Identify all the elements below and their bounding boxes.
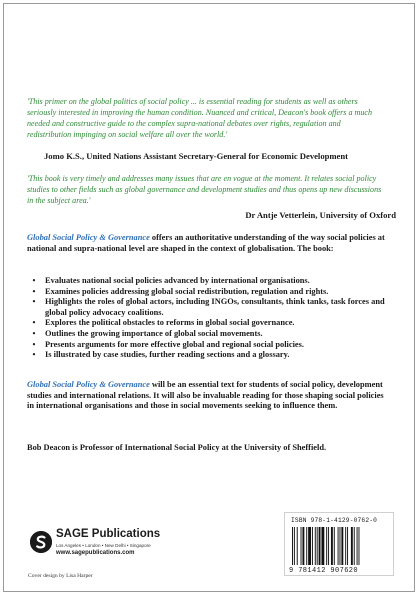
publisher-cities: Los Angeles • London • New Delhi • Singapore	[56, 543, 151, 548]
list-item: • Highlights the roles of global actors, including INGOs, consultants, think tanks, task forces and global policy advocacy coalitions.	[27, 297, 387, 318]
book-title-inline: Global Social Policy & Governance	[27, 233, 150, 242]
bullet-icon: •	[32, 318, 36, 328]
barcode-bar	[326, 527, 327, 565]
feature-list	[27, 276, 387, 361]
endorsement-attribution-1: Jomo K.S., United Nations Assistant Secretary-General for Economic Development	[44, 151, 349, 161]
bullet-icon: •	[32, 328, 36, 338]
endorsement-attribution-2: Dr Antje Vetterlein, University of Oxford	[245, 210, 396, 220]
barcode-bar	[334, 527, 335, 565]
bullet-icon: •	[32, 350, 36, 360]
barcode	[284, 512, 394, 576]
publisher-name: SAGE Publications	[56, 528, 161, 540]
list-item: • Evaluates national social policies advanced by international organisations.	[27, 276, 387, 287]
book-description-text: offers an authoritative understanding of the way social policies at national and supra-national level are shaped in the context of globalisation. The book:	[27, 233, 385, 253]
list-item: • Explores the political obstacles to reforms in global social governance.	[27, 318, 387, 329]
barcode-bars	[292, 527, 388, 567]
bullet-icon: •	[32, 339, 36, 349]
book-title-inline: Global Social Policy & Governance	[27, 380, 150, 389]
barcode-bar	[292, 527, 293, 565]
endorsement-quote-1: 'This primer on the global politics of social policy ... is essential reading for students as well as others seriously interested in improving the human condition. Nuanced and critical, Deacon's book offers a much needed and constructive guide to the complex supra-national debates over rights, regulation and redistribution impinging on social welfare all over the world.'	[27, 97, 373, 139]
bullet-icon: •	[32, 286, 36, 296]
list-item: • Outlines the growing importance of global social movements.	[27, 329, 387, 340]
barcode-bar	[302, 527, 304, 565]
barcode-bar	[338, 527, 339, 565]
barcode-bar	[341, 527, 343, 565]
list-item: • Examines policies addressing global social redistribution, regulation and rights.	[27, 287, 387, 298]
barcode-bar	[345, 527, 346, 565]
barcode-bar	[315, 527, 316, 565]
barcode-bar	[351, 527, 353, 565]
sage-logo-icon	[30, 531, 52, 553]
barcode-bar	[331, 527, 333, 565]
bullet-icon: •	[32, 276, 36, 285]
publisher-url: www.sagepublications.com	[56, 550, 135, 556]
barcode-bar	[354, 527, 355, 565]
audience-paragraph-text: will be an essential text for students of social policy, development studies and international relations. It will also be invaluable reading for those shaping social policies in international organisations and those in social movements seeking to influence them.	[27, 380, 384, 411]
publisher-block	[30, 527, 190, 567]
barcode-bar	[294, 527, 295, 565]
barcode-bar	[312, 527, 313, 565]
barcode-bar	[321, 527, 324, 565]
barcode-bar	[357, 527, 358, 565]
barcode-bar	[347, 527, 348, 565]
barcode-bar	[301, 527, 302, 565]
cover-design-credit: Cover design by Lisa Harper	[28, 573, 93, 579]
barcode-digits: 9 781412 907620	[289, 567, 359, 575]
list-item: • Is illustrated by case studies, further reading sections and a glossary.	[27, 350, 387, 361]
endorsement-quote-2: 'This book is very timely and addresses many issues that are en vogue at the moment. It relates social policy studies to other fields such as global governance and development studies and thus opens up new discussions in the subject area.'	[27, 174, 382, 205]
barcode-bar	[317, 527, 318, 565]
audience-paragraph	[27, 380, 387, 412]
barcode-bar	[308, 527, 311, 565]
barcode-bar	[306, 527, 307, 565]
author-bio: Bob Deacon is Professor of International Social Policy at the University of Sheffield.	[27, 443, 327, 452]
barcode-bar	[297, 527, 298, 565]
barcode-bar	[319, 527, 321, 565]
barcode-bar	[328, 527, 329, 565]
book-description	[27, 233, 387, 254]
list-item: • Presents arguments for more effective global and regional social policies.	[27, 340, 387, 351]
barcode-bar	[340, 527, 341, 565]
barcode-bar	[359, 527, 360, 565]
isbn-label: ISBN 978-1-4129-0762-0	[291, 517, 378, 524]
bullet-icon: •	[32, 297, 36, 307]
